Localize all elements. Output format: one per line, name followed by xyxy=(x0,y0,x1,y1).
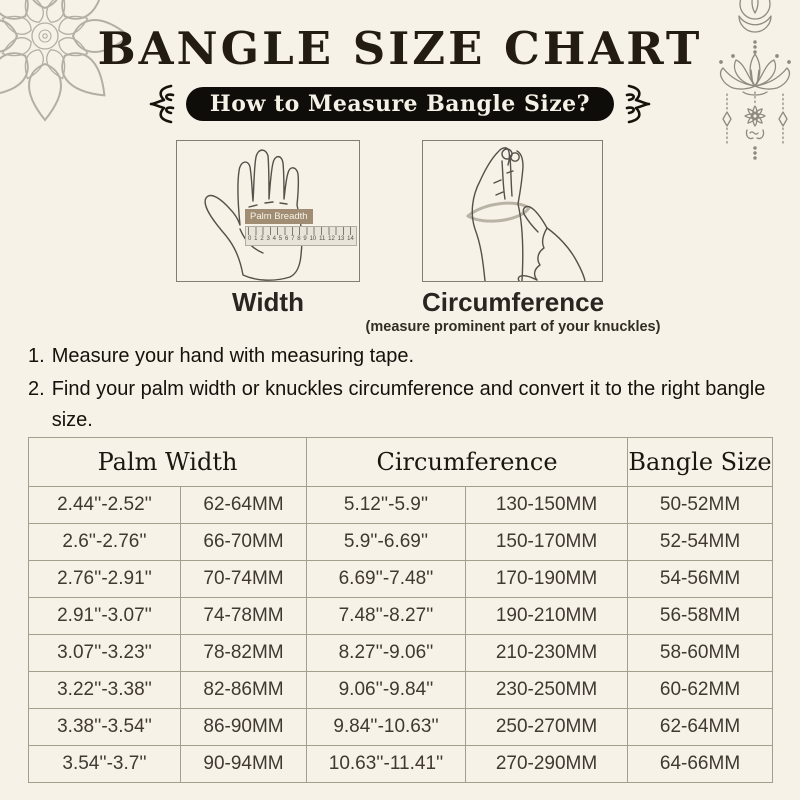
how-to-measure-row xyxy=(0,84,800,124)
instruction-step-1 xyxy=(28,341,768,372)
table-cell: 3.07''-3.23'' xyxy=(29,635,181,672)
step-text: Measure your hand with measuring tape. xyxy=(51,345,415,367)
table-cell: 60-62MM xyxy=(628,672,773,709)
table-row xyxy=(29,598,773,635)
table-cell: 230-250MM xyxy=(466,672,628,709)
palm-breadth-tag: Palm Breadth xyxy=(245,209,313,224)
table-cell: 9.06''-9.84'' xyxy=(307,672,466,709)
table-cell: 2.91''-3.07'' xyxy=(29,598,181,635)
table-cell: 70-74MM xyxy=(181,561,307,598)
ruler-ticks xyxy=(248,227,354,235)
instructions xyxy=(28,341,768,438)
table-cell: 3.38''-3.54'' xyxy=(29,709,181,746)
table-row xyxy=(29,524,773,561)
curly-flourish-left-icon xyxy=(143,84,177,124)
bangle-size-table xyxy=(28,437,773,783)
circumference-label: Circumference xyxy=(421,287,605,317)
table-cell: 150-170MM xyxy=(466,524,628,561)
table-cell: 50-52MM xyxy=(628,487,773,524)
table-row xyxy=(29,487,773,524)
table-header-row xyxy=(29,438,773,487)
measuring-ruler xyxy=(245,226,357,246)
table-cell: 54-56MM xyxy=(628,561,773,598)
table-cell: 82-86MM xyxy=(181,672,307,709)
curly-flourish-right-icon xyxy=(623,84,657,124)
page-title: BANGLE SIZE CHART xyxy=(97,22,703,75)
circumference-note: (measure prominent part of your knuckles) xyxy=(365,319,661,335)
table-cell: 10.63''-11.41'' xyxy=(307,746,466,783)
table-cell: 56-58MM xyxy=(628,598,773,635)
table-cell: 8.27''-9.06'' xyxy=(307,635,466,672)
table-cell: 6.69''-7.48'' xyxy=(307,561,466,598)
how-to-measure-pill: How to Measure Bangle Size? xyxy=(186,87,614,121)
circumference-figure-panel xyxy=(422,140,603,282)
table-cell: 3.22''-3.38'' xyxy=(29,672,181,709)
header-circumference: Circumference xyxy=(307,438,628,487)
table-cell: 190-210MM xyxy=(466,598,628,635)
table-cell: 2.76''-2.91'' xyxy=(29,561,181,598)
table-cell: 78-82MM xyxy=(181,635,307,672)
header-palm-width: Palm Width xyxy=(29,438,307,487)
table-cell: 9.84''-10.63'' xyxy=(307,709,466,746)
circumference-hand-illustration xyxy=(423,141,602,281)
ruler-numbers: 0 1 2 3 4 5 6 7 8 9 10 11 12 13 14 xyxy=(248,236,354,242)
table-cell: 5.9''-6.69'' xyxy=(307,524,466,561)
table-cell: 3.54''-3.7'' xyxy=(29,746,181,783)
table-cell: 210-230MM xyxy=(466,635,628,672)
table-cell: 5.12''-5.9'' xyxy=(307,487,466,524)
table-cell: 2.44''-2.52'' xyxy=(29,487,181,524)
width-caption: Width xyxy=(232,287,304,317)
step-number: 1. xyxy=(28,345,45,367)
table-cell: 62-64MM xyxy=(181,487,307,524)
table-row xyxy=(29,561,773,598)
table-cell: 86-90MM xyxy=(181,709,307,746)
table-row xyxy=(29,746,773,783)
table-row xyxy=(29,709,773,746)
table-cell: 66-70MM xyxy=(181,524,307,561)
table-cell: 130-150MM xyxy=(466,487,628,524)
table-cell: 270-290MM xyxy=(466,746,628,783)
instruction-step-2 xyxy=(28,374,768,436)
table-cell: 58-60MM xyxy=(628,635,773,672)
table-cell: 52-54MM xyxy=(628,524,773,561)
circumference-caption xyxy=(353,287,673,336)
width-figure-panel xyxy=(176,140,360,282)
table-row xyxy=(29,635,773,672)
table-cell: 90-94MM xyxy=(181,746,307,783)
step-number: 2. xyxy=(28,378,45,400)
table-cell: 7.48''-8.27'' xyxy=(307,598,466,635)
table-cell: 250-270MM xyxy=(466,709,628,746)
table-cell: 62-64MM xyxy=(628,709,773,746)
table-cell: 170-190MM xyxy=(466,561,628,598)
header-bangle-size: Bangle Size xyxy=(628,438,773,487)
table-row xyxy=(29,672,773,709)
table-cell: 74-78MM xyxy=(181,598,307,635)
table-cell: 64-66MM xyxy=(628,746,773,783)
step-text: Find your palm width or knuckles circumference and convert it to the right bangle size. xyxy=(51,378,766,431)
table-cell: 2.6''-2.76'' xyxy=(29,524,181,561)
